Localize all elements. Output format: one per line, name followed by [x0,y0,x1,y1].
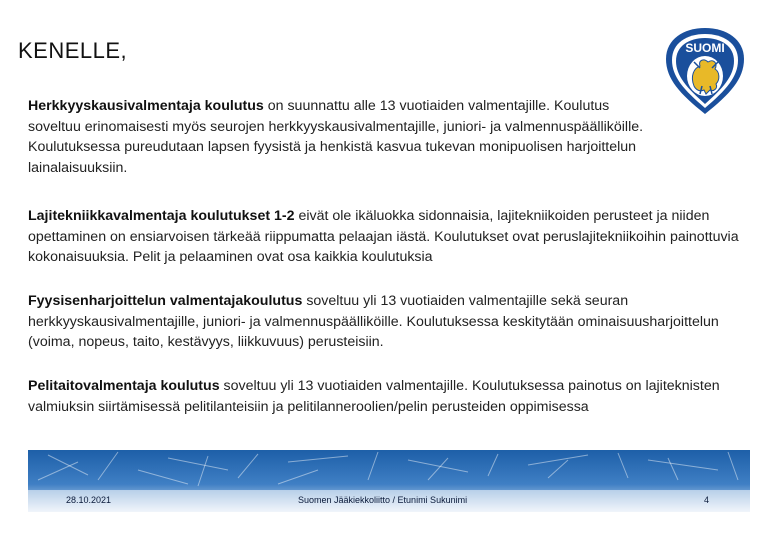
paragraph-text: soveltuu yli 13 vuotiaiden valmentajille sekä seuran herkkyyskausivalmentajille, juniori- ja valmennuspäälliköille. Koulutuksessa keskitytään ominaisuusharjoittelun (voima, nopeus, taito, kestävyys, liikkuvuus) perusteisiin. [28,293,719,350]
footer-date: 28.10.2021 [66,495,112,505]
paragraph-text: on suunnattu alle 13 vuotiaiden valmentajille. Koulutus soveltuu erinomaisesti myös seurojen herkkyyskausivalmentajille, juniori- ja valmennuspäälliköille. Koulutuksessa pureudutaan lapsen fyysistä ja henkistä kasvua tukevan monipuolisen harjoittelun lainalaisuuksiin. [28,98,644,176]
paragraph-text: eivät ole ikäluokka sidonnaisia, lajitekniikoiden perusteet ja niiden opettaminen on ensiarvoisen tärkeää riippumatta pelaajan iästä. Koulutukset ovat peruslajitekniikoihin painottuvia kokonaisuuksia. Pelit ja pelaaminen ovat osa kaikkia koulutuksia [28,208,739,265]
paragraph-heading: Pelitaitovalmentaja koulutus [28,378,220,394]
paragraph-lajitekniikka [28,206,768,268]
footer-organization: Suomen Jääkiekkoliitto / Etunimi Sukunimi [298,495,468,505]
paragraph-heading: Herkkyyskausivalmentaja koulutus [28,98,264,114]
paragraph-heading: Lajitekniikkavalmentaja koulutukset 1-2 [28,208,295,224]
logo-text: SUOMI [685,41,725,55]
paragraph-fyysinen [28,291,768,353]
slide-title: KENELLE, [18,38,128,63]
paragraph-herkkyyskausi [28,96,648,178]
suomi-logo [660,24,750,116]
paragraph-pelitaito [28,376,768,417]
footer-banner [28,450,750,512]
paragraph-heading: Fyysisenharjoittelun valmentajakoulutus [28,293,303,309]
footer-page-number: 4 [704,495,710,505]
paragraph-text: soveltuu yli 13 vuotiaiden valmentajille. Koulutuksessa painotus on lajiteknisten valmiuksin siirtämisessä pelitilanteisiin ja pelitilanneroolien/pelin perusteiden oppimisessa [28,378,720,415]
